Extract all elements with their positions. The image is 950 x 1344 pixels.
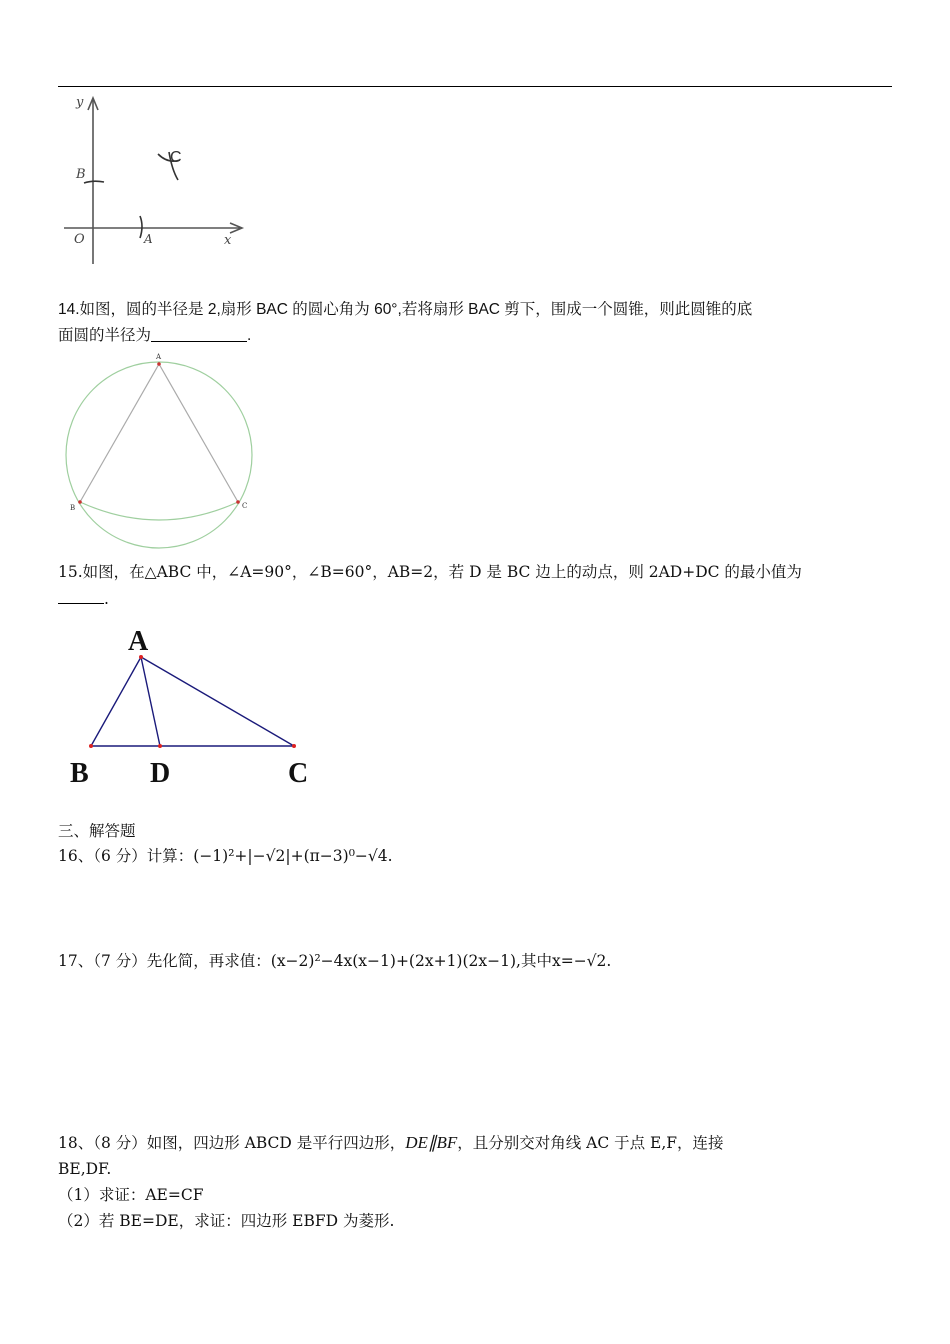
q17-expression: (x−2)²−4x(x−1)+(2x+1)(2x−1) bbox=[270, 952, 517, 970]
triangle-label-b: B bbox=[70, 758, 89, 789]
point-b-label: B bbox=[76, 167, 86, 182]
q15-line1: 15.如图，在△ABC 中，∠A=90°，∠B=60°，AB=2，若 D 是 BC 边上的动点，则 2AD+DC 的最小值为 bbox=[58, 563, 802, 581]
q18-line1 bbox=[58, 1130, 724, 1156]
q14-line1: 14.如图，圆的半径是 2,扇形 BAC 的圆心角为 60°,若将扇形 BAC 剪下，围成一个圆锥，则此圆锥的底 bbox=[58, 301, 753, 318]
q18-parallel-expr: DE∥BF bbox=[405, 1133, 458, 1152]
q16-line bbox=[58, 843, 393, 869]
section-title: 三、解答题 bbox=[58, 822, 136, 840]
point-c-label: C bbox=[170, 149, 182, 166]
q16-prefix: 16、（6 分）计算： bbox=[58, 847, 194, 865]
q17-condition: x=−√2. bbox=[551, 952, 612, 970]
point-a-label: A bbox=[144, 232, 153, 246]
triangle-figure bbox=[58, 620, 338, 800]
q14-line2-end: . bbox=[247, 327, 252, 344]
sector-label-c: C bbox=[242, 502, 248, 510]
origin-label: O bbox=[74, 232, 85, 247]
triangle-label-a: A bbox=[128, 626, 149, 657]
q18-line2: BE,DF. bbox=[58, 1160, 112, 1178]
triangle-label-c: C bbox=[288, 758, 309, 789]
q18-prefix: 18、（8 分）如图，四边形 ABCD 是平行四边形， bbox=[58, 1134, 406, 1152]
q17-line bbox=[58, 948, 611, 974]
q18-part1: （1）求证：AE=CF bbox=[58, 1186, 204, 1204]
circle-sector-figure bbox=[58, 352, 264, 552]
sector-label-b: B bbox=[70, 504, 76, 512]
q14-line2 bbox=[58, 323, 251, 349]
sector-label-a: A bbox=[156, 353, 162, 361]
q18-part2: （2）若 BE=DE，求证：四边形 EBFD 为菱形. bbox=[58, 1212, 395, 1230]
q18-rest: ，且分别交对角线 AC 于点 E,F，连接 bbox=[457, 1134, 724, 1152]
q17-prefix: 17、（7 分）先化简，再求值： bbox=[58, 952, 271, 970]
coordinate-figure bbox=[58, 90, 258, 270]
q16-expression: (−1)²+|−√2|+(π−3)⁰−√4. bbox=[193, 847, 393, 865]
triangle-label-d: D bbox=[150, 758, 171, 789]
answer-blank-14 bbox=[151, 325, 247, 342]
answer-blank-15 bbox=[58, 589, 104, 604]
q15-line2-end: . bbox=[104, 590, 109, 608]
y-axis-label: y bbox=[76, 95, 84, 110]
q14-line2-text: 面圆的半径为 bbox=[58, 327, 152, 344]
q15-line2 bbox=[58, 586, 109, 612]
q17-mid: ,其中 bbox=[516, 952, 552, 970]
x-axis-label: x bbox=[224, 233, 232, 248]
top-rule bbox=[58, 86, 892, 87]
